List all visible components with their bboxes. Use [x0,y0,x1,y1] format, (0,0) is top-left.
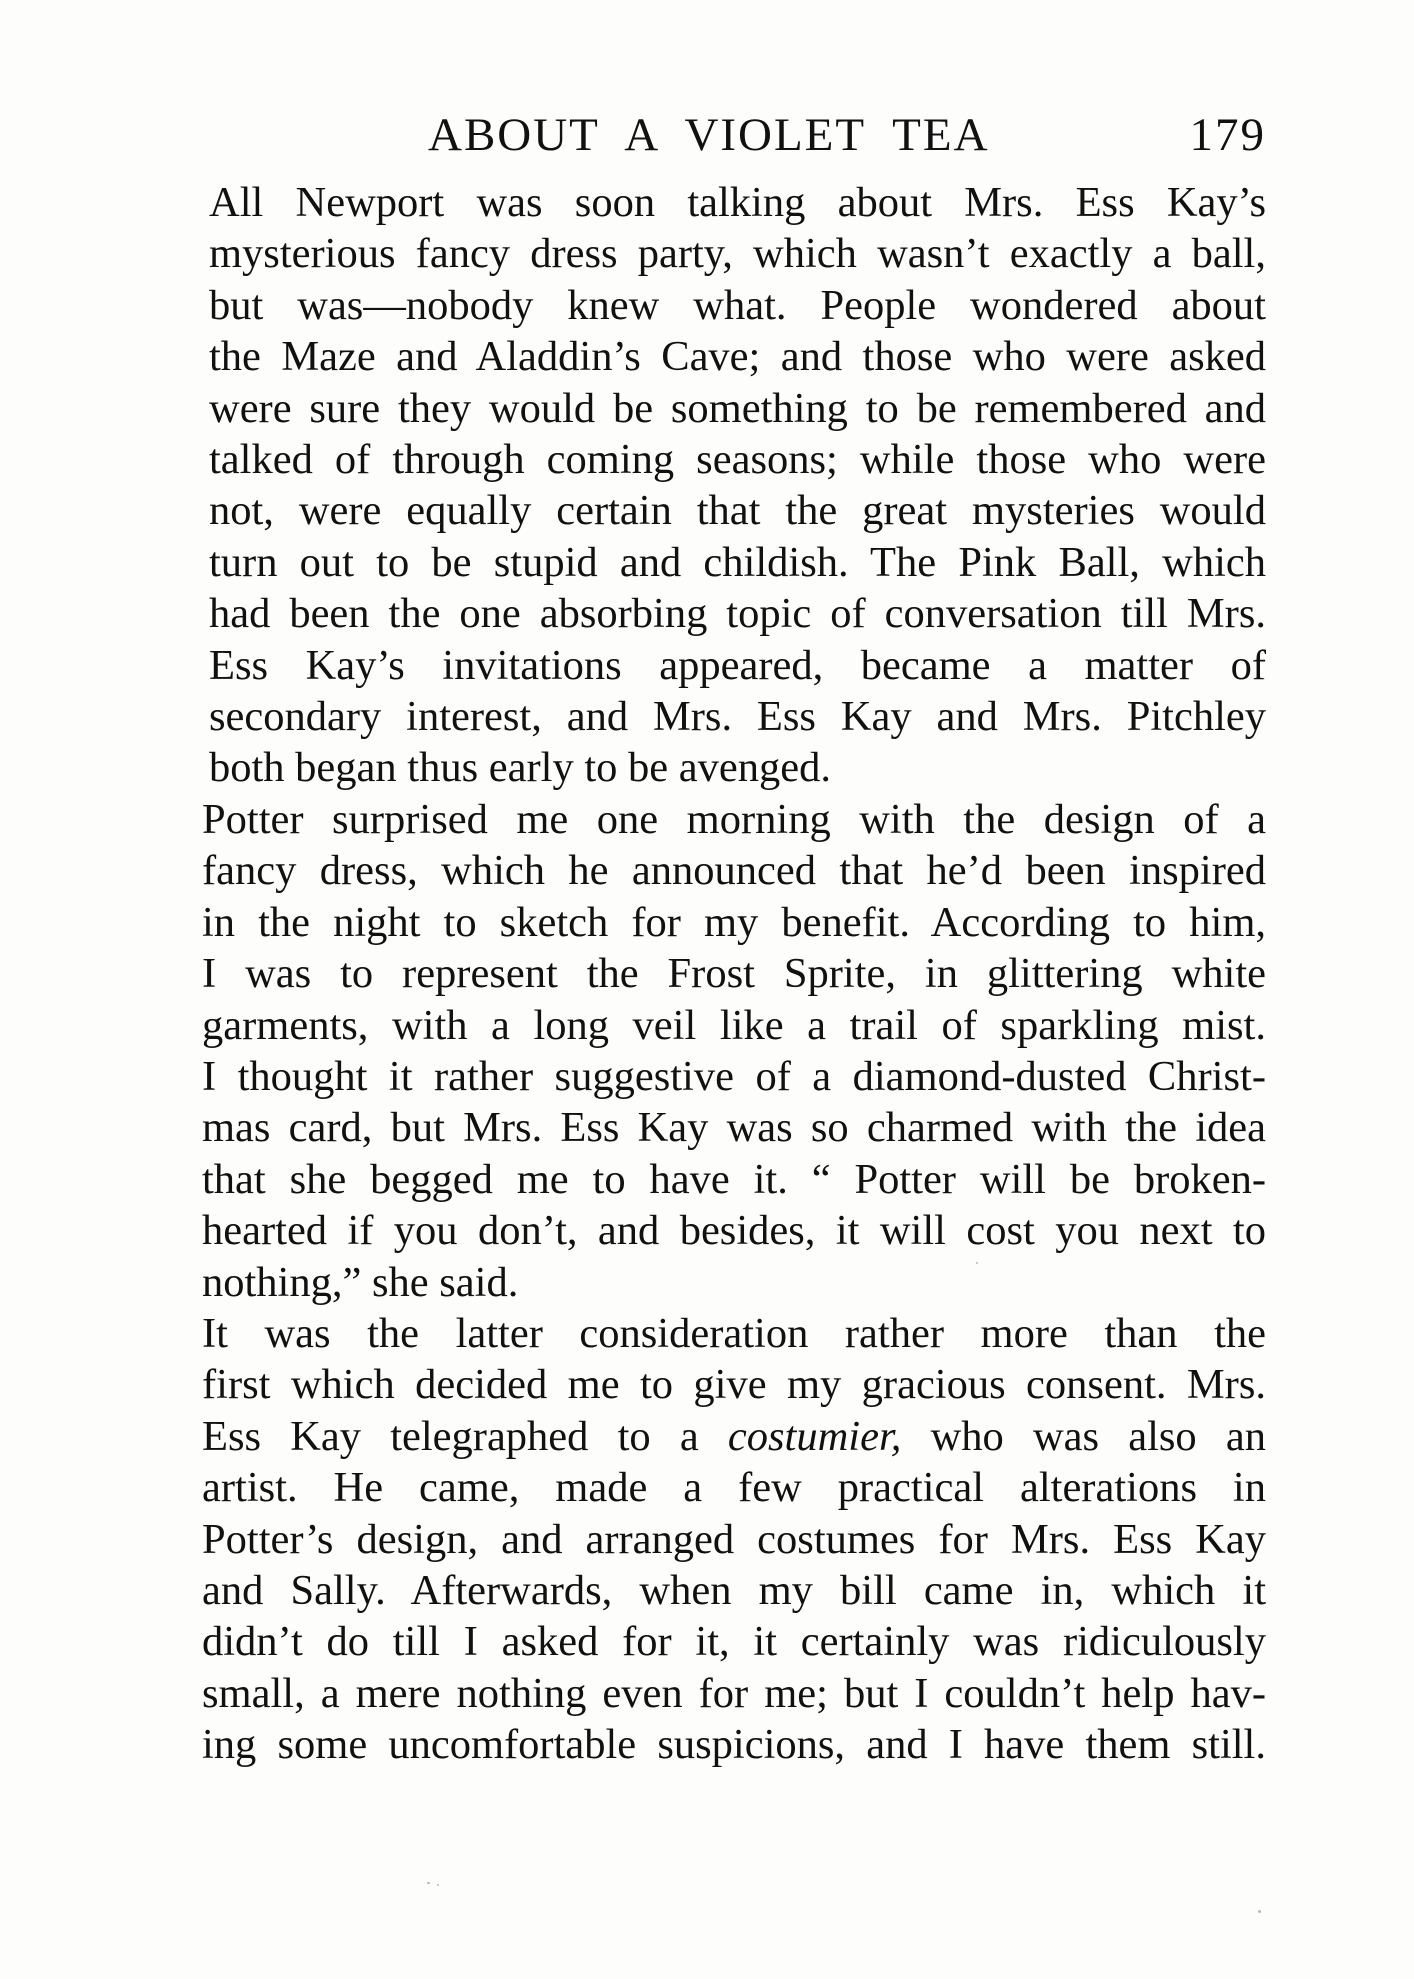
paper-speck [427,1882,430,1884]
paper-speck [437,1884,439,1886]
text-line: small, a mere nothing even for me; but I couldn’t help hav- [202,1669,1266,1717]
paper-speck [976,1262,978,1264]
text-line: talked of through coming seasons; while those who were [209,436,1266,484]
text-line: first which decided me to give my gracious consent. Mrs. [202,1361,1266,1409]
text-line: the Maze and Aladdin’s Cave; and those who were asked [209,333,1266,381]
text-line: but was—nobody knew what. People wondered about [209,281,1266,329]
text-line: I thought it rather suggestive of a diamond-dusted Christ- [202,1052,1266,1100]
paper-speck [1258,1910,1261,1913]
text-line: turn out to be stupid and childish. The Pink Ball, which [209,538,1266,586]
italic-word: costumier, [727,1412,902,1460]
text-line: hearted if you don’t, and besides, it will cost you next to [202,1207,1266,1255]
text-line: secondary interest, and Mrs. Ess Kay and Mrs. Pitchley [209,693,1266,741]
chapter-title: ABOUT A VIOLET TEA [428,109,990,161]
paragraph-3 [158,1308,1266,1771]
text-segment: Ess Kay telegraphed to a [202,1412,728,1460]
text-line: mas card, but Mrs. Ess Kay was so charmed with the idea [202,1104,1266,1152]
page-number: 179 [1189,109,1266,161]
text-line: were sure they would be something to be remembered and [209,384,1266,432]
running-head [158,108,1266,168]
text-line: garments, with a long veil like a trail of sparkling mist. [202,1001,1266,1049]
text-line: mysterious fancy dress party, which wasn’t exactly a ball, [209,230,1266,278]
text-line: both began thus early to be avenged. [209,744,831,792]
text-line: not, were equally certain that the great mysteries would [209,487,1266,535]
text-line: All Newport was soon talking about Mrs. Ess Kay’s [209,179,1266,226]
text-line: It was the latter consideration rather more than the [202,1309,1266,1357]
text-line-with-italic [158,1411,1266,1462]
text-line: Potter’s design, and arranged costumes for Mrs. Ess Kay [202,1515,1266,1563]
text-line: artist. He came, made a few practical alterations in [202,1464,1266,1512]
text-line: fancy dress, which he announced that he’d been inspired [202,847,1266,895]
text-line: in the night to sketch for my benefit. According to him, [202,898,1266,946]
text-line: and Sally. Afterwards, when my bill came in, which it [202,1566,1266,1614]
text-line: had been the one absorbing topic of conversation till Mrs. [209,590,1266,638]
text-line: that she begged me to have it. “ Potter will be broken- [202,1155,1266,1203]
paragraph-2 [158,794,1266,1308]
text-line: Potter surprised me one morning with the design of a [202,795,1266,843]
text-line: didn’t do till I asked for it, it certainly was ridiculously [202,1618,1266,1666]
text-segment: who was also an [901,1412,1266,1460]
text-line: Ess Kay’s invitations appeared, became a matter of [209,641,1266,689]
paragraph-1 [158,177,1266,794]
text-line: ing some uncomfortable suspicions, and I have them still. [202,1721,1266,1769]
body-text [158,177,1266,1771]
text-line: nothing,” she said. [202,1258,519,1306]
text-line: I was to represent the Frost Sprite, in glittering white [202,950,1266,998]
